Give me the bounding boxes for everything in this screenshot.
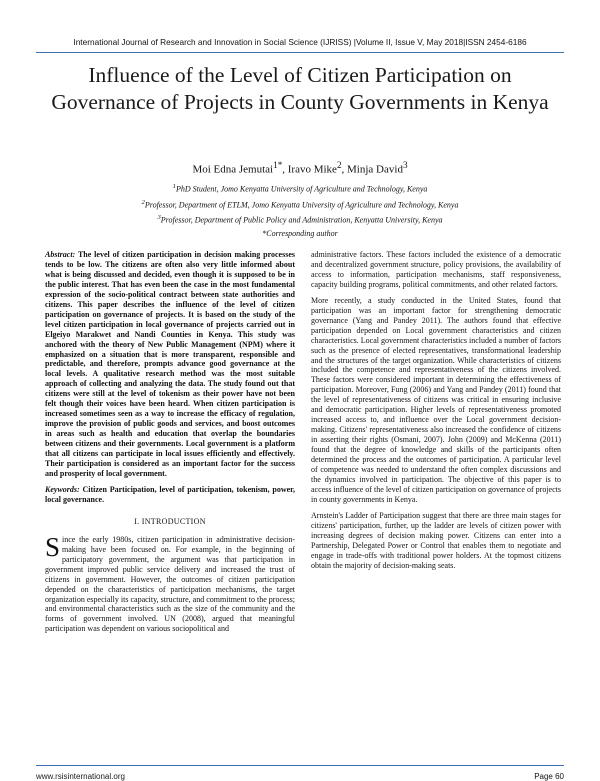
intro-paragraph (45, 531, 295, 635)
author-sup: 2 (336, 160, 342, 170)
author-separator: , (341, 163, 348, 176)
affiliation (60, 211, 540, 227)
corresponding-author: *Corresponding author (262, 228, 338, 238)
paper-title: Influence of the Level of Citizen Participation on Governance of Projects in County Governments in Kenya (51, 63, 549, 114)
abstract-text: The level of citizen participation in decision making processes tends to be low. The citizens are often also very little informed about what is being discussed and decided, even though it is supposed to be in the public interest. That has even been the case in the most fundamental expression of the socio-political contract between state authorities and citizens. This paper describes the influence of the level of citizen participation on governance of projects. It is based on the study of the level citizen participation in local governance of projects carried out in Elgeiyo Marakwet and Nandi Counties in Kenya. This study was anchored with the theory of New Public Management (NPM) where it emphasized on a situation that is more transparent, responsible and predictable, and therefore, prompts advance good governance at the local levels. A qualitative research method was the most suitable approach of collecting and analyzing the data. The study found out that citizens were still at the level of tokenism as their power have not been felt though their voices have been heard. When citizen participation is increased sometimes seen as a way to increase the efficacy of regulation, improve the provision of public goods and services, and boost outcomes in areas such as health and education that overlap the boundaries between citizens and their governments. Local government is a platform that all citizens can participate in local issues efficiently and effectively. Their participation is considered as an important factor for the success and prosperity of local government. (45, 250, 295, 478)
affiliation-sup: 2 (141, 198, 145, 206)
author-list (0, 160, 600, 176)
affiliation-sup: 1 (172, 183, 176, 190)
keywords (45, 485, 295, 505)
keywords-text: Citizen Participation, level of participation, tokenism, power, local governance. (45, 484, 295, 504)
page-number: Page 60 (534, 772, 564, 781)
body-paragraph: administrative factors. These factors included the existence of a democratic and decentralized government structure, policy provisions, the availability of access to information, participation mechanisms, staff responsiveness, capacity building programs, political commitments, and other related factors. (311, 250, 561, 289)
right-column (311, 250, 561, 577)
author-name: Iravo Mike (287, 163, 337, 176)
affiliation (60, 180, 540, 196)
affiliation-sup: 3 (157, 214, 161, 222)
affiliations (60, 180, 540, 240)
drop-cap: S (45, 531, 61, 562)
footer-rule (36, 765, 564, 766)
journal-header: International Journal of Research and Innovation in Social Science (IJRISS) |Volume II, Issue V, May 2018|ISSN 2454-6186 (73, 37, 527, 47)
affiliation (60, 196, 540, 212)
abstract (45, 250, 295, 479)
section-heading: I. INTRODUCTION (134, 516, 206, 526)
body-paragraph: More recently, a study conducted in the United States, found that participation was an important factor for strengthening democratic governance (Yang and Pandey 2011). The authors found that effective participation depended on Local government characteristics and citizen characteristics. Local government characteristics included a number of factors such as the presence of elected representatives, transformational leadership and the structures of the target organization. While characteristics of citizens included the competence and representativeness of the citizens involved. These factors were considered important in determining the effectiveness of participation. Moreover, Fung (2006) and Yang and Pandey (2011) found that the level of representativeness of citizens was critical in ensuring inclusive and democratic participation. Higher levels of representativeness promoted increased access to, and influence over the Local government decision-making. Citizens' representativeness also increased the confidence of citizens in asserting their rights (Osmani, 2007). John (2009) and McKenna (2011) found that the degree of knowledge and skills of the participants often determined the process and the outcomes of participation. A particular level of competence was needed to understand the often complex discussions and the dynamics involved in participation. The objective of this paper is to access influence of the level of citizen participation on governance of projects in county governments in Kenya. (311, 295, 561, 504)
abstract-label: Abstract: (45, 250, 76, 259)
author-sup: 3 (402, 160, 408, 170)
author-name: Minja David (347, 163, 403, 176)
footer-url-link[interactable]: www.rsisinternational.org (36, 772, 125, 781)
affiliation-text: PhD Student, Jomo Kenyatta University of Agriculture and Technology, Kenya (175, 184, 428, 194)
body-paragraph: Arnstein's Ladder of Participation suggest that there are three main stages for citizens' participation, further, up the ladder are levels of citizen power with increasing degrees of decision making power. Citizens can enter into a Partnership, Delegated Power or Control that enables them to negotiate and engage in trade-offs with traditional power holders. At the topmost citizens obtain the majority of decision-making seats. (311, 510, 561, 570)
left-column (45, 250, 295, 640)
author-sup: 1* (273, 160, 283, 170)
affiliation-text: Professor, Department of ETLM, Jomo Kenyatta University of Agriculture and Technology, Kenya (144, 200, 459, 210)
author-name: Moi Edna Jemutai (192, 163, 274, 176)
author-separator: , (282, 163, 288, 176)
intro-text: ince the early 1980s, citizen participation in administrative decision-making have been focused on. For example, in the beginning of participatory government, the argument was that participation in government improved public service delivery and increased the trust of citizens in government. However, the outcomes of citizen participation depended on the characteristics of participation mechanisms, the target organization especially its capacity, structure, and commitment to the process; and environmental characteristics such as the size of the community and the forms of government involved. UN (2008), argued that meaningful participation was dependent on various sociopolitical and (45, 534, 295, 634)
keywords-label: Keywords: (45, 484, 80, 494)
affiliation-text: Professor, Department of Public Policy and Administration, Kenyatta University, Kenya (160, 215, 443, 225)
header-rule (36, 52, 564, 53)
